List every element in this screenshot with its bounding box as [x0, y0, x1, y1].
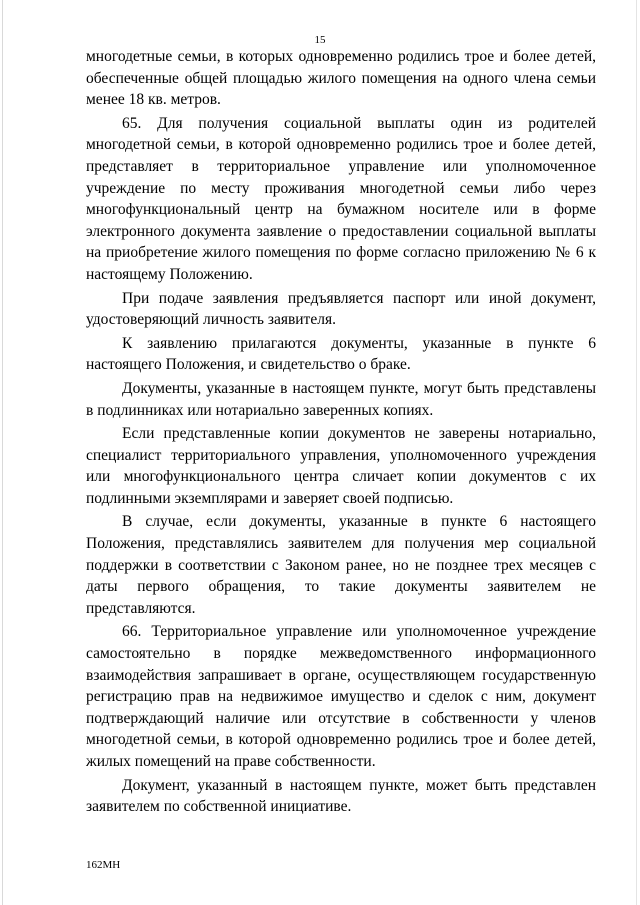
- paragraph-previous-submission: В случае, если документы, указанные в пункте 6 настоящего Положения, представлялись заявителем для получения мер социальной поддержки в соответствии с Законом ранее, но не позднее трех месяцев с даты первого обращения, то такие документы заявителем не представляются.: [86, 513, 596, 617]
- paragraph-attachments: К заявлению прилагаются документы, указанные в пункте 6 настоящего Положения, и свидетельство о браке.: [86, 334, 596, 374]
- paragraph-originals: Документы, указанные в настоящем пункте, могут быть представлены в подлинниках или нотариально заверенных копиях.: [86, 379, 596, 419]
- document-body: [86, 46, 596, 818]
- paragraph-passport: При подаче заявления предъявляется паспорт или иной документ, удостоверяющий личность заявителя.: [86, 289, 596, 329]
- paragraph-item-66: 66. Территориальное управление или уполномоченное учреждение самостоятельно в порядке межведомственного информационного взаимодействия запрашивает в органе, осуществляющем государственную регистрацию прав на недвижимое имущество и сделок с ним, документ подтверждающий наличие или отсутствие в собственности у членов многодетной семьи, в которой одновременно родились трое и более детей, жилых помещений на праве собственности.: [86, 623, 596, 770]
- footer-document-code: 162МН: [86, 859, 121, 871]
- paragraph-copies: Если представленные копии документов не заверены нотариально, специалист территориального управления, уполномоченного учреждения или многофункционального центра сличает копии документов с их подлинными экземплярами и заверяет своей подписью.: [86, 425, 596, 507]
- page-left-edge: [2, 0, 3, 905]
- paragraph-item-65: 65. Для получения социальной выплаты один из родителей многодетной семьи, в которой одновременно родились трое и более детей, представляет в территориальное управление или уполномоченное учреждение по месту проживания многодетной семьи либо через многофункциональный центр на бумажном носителе или в форме электронного документа заявление о предоставлении социальной выплаты на приобретение жилого помещения по форме согласно приложению № 6 к настоящему Положению.: [86, 114, 596, 283]
- paragraph-own-initiative: Документ, указанный в настоящем пункте, может быть представлен заявителем по собственной инициативе.: [86, 776, 596, 816]
- page-number: 15: [314, 34, 326, 46]
- page-right-edge: [636, 0, 637, 905]
- paragraph-continuation: многодетные семьи, в которых одновременно родились трое и более детей, обеспеченные общей площадью жилого помещения на одного члена семьи менее 18 кв. метров.: [86, 48, 596, 109]
